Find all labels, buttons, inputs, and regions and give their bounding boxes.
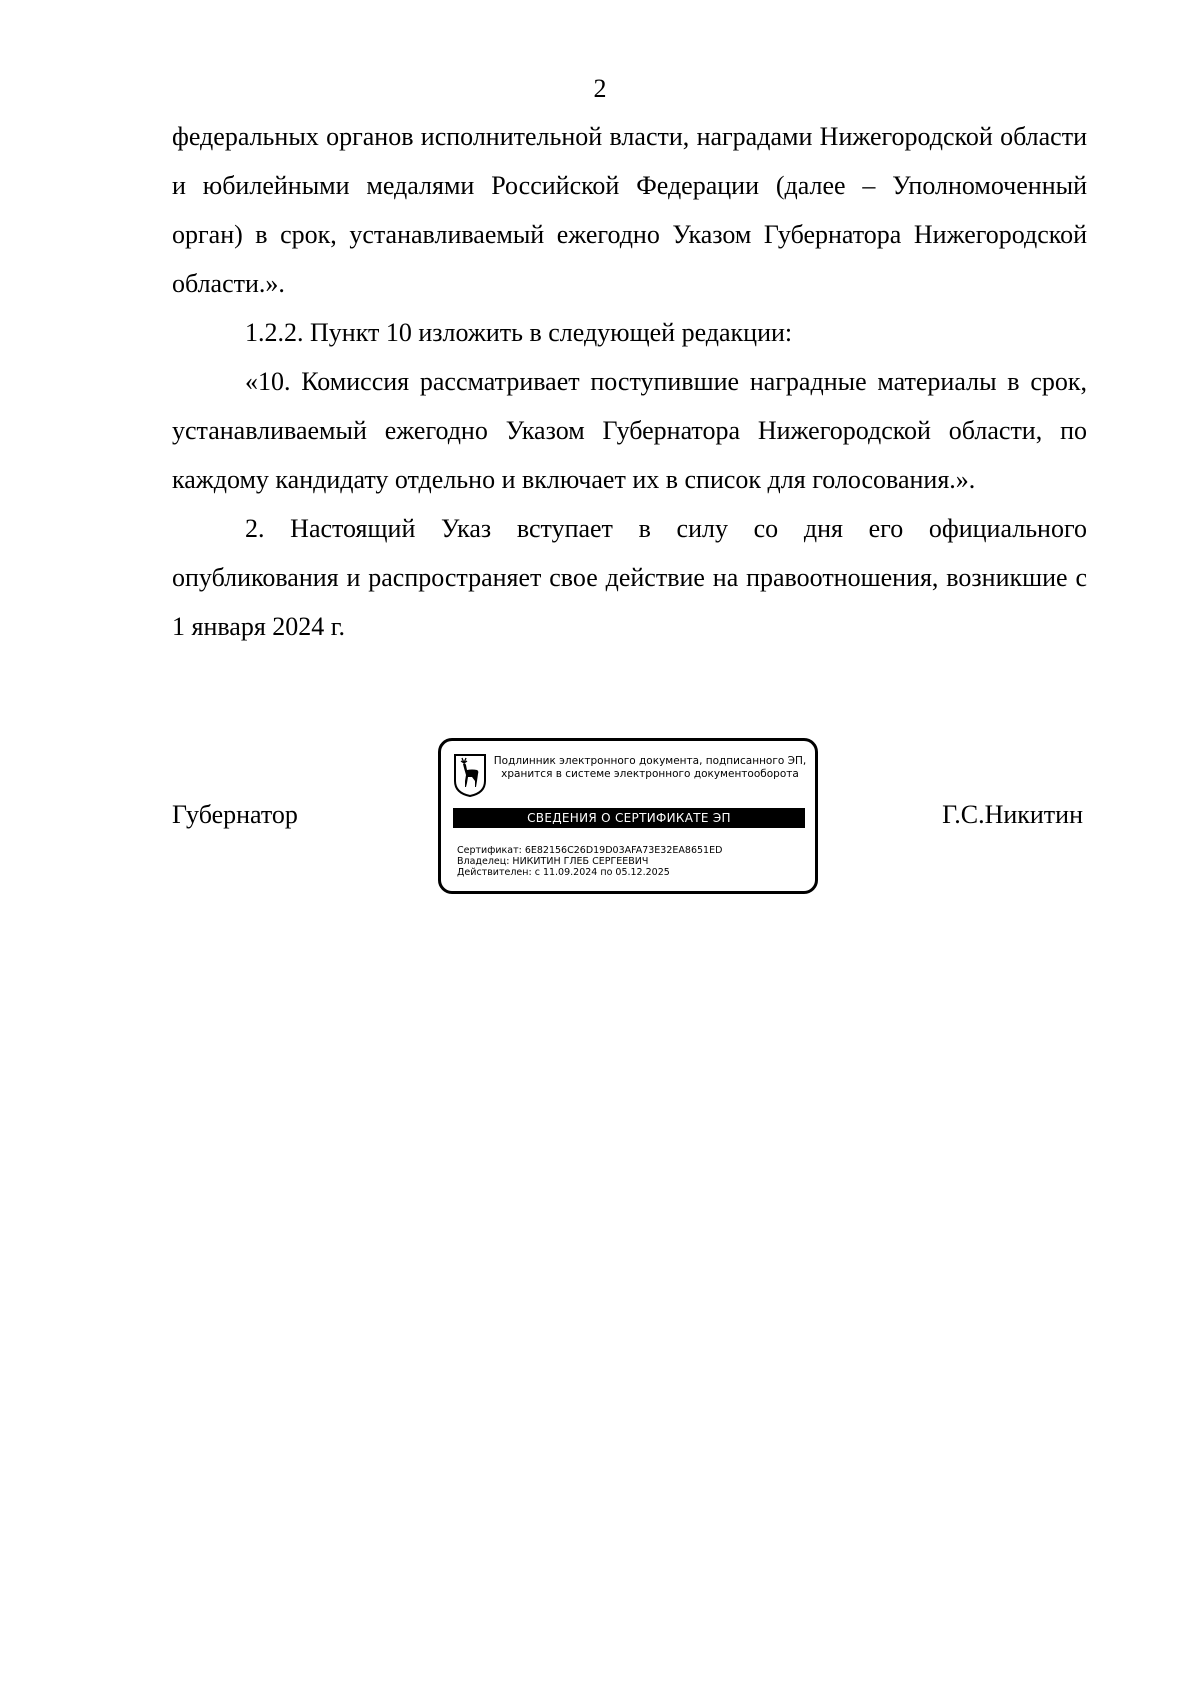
signatory-name: Г.С.Никитин: [942, 800, 1083, 829]
paragraph-item-10: «10. Комиссия рассматривает поступившие наградные материалы в срок, устанавливаемый ежегодно Указом Губернатора Нижегородской области, по каждому кандидату отдельно и включает их в список для голосования.».: [172, 367, 1087, 494]
page-number: 2: [593, 74, 607, 103]
deer-coat-of-arms-icon: [453, 753, 487, 797]
stamp-certificate-details: [457, 845, 722, 878]
stamp-header-line-2: хранится в системе электронного документооборота: [501, 768, 799, 780]
stamp-header: [491, 755, 809, 781]
paragraph-item-2: 2. Настоящий Указ вступает в силу со дня его официального опубликования и распространяет свое действие на правоотношения, возникшие с 1 января 2024 г.: [172, 514, 1087, 641]
paragraph-continuation: федеральных органов исполнительной власти, наградами Нижегородской области и юбилейными медалями Российской Федерации (далее – Уполномоченный орган) в срок, устанавливаемый ежегодно Указом Губернатора Нижегородской области.».: [172, 122, 1087, 298]
signature-block: [172, 738, 1087, 898]
stamp-certificate-number: Сертификат: 6E82156C26D19D03AFA73E32EA8651ED: [457, 845, 723, 856]
stamp-owner: Владелец: НИКИТИН ГЛЕБ СЕРГЕЕВИЧ: [457, 856, 649, 867]
electronic-signature-stamp: [438, 738, 818, 894]
signatory-title: Губернатор: [172, 800, 298, 829]
stamp-certificate-bar: СВЕДЕНИЯ О СЕРТИФИКАТЕ ЭП: [453, 808, 805, 828]
paragraph-item-1-2-2: 1.2.2. Пункт 10 изложить в следующей редакции:: [245, 318, 793, 347]
stamp-header-line-1: Подлинник электронного документа, подписанного ЭП,: [493, 755, 807, 767]
document-body: [172, 112, 1087, 651]
stamp-validity: Действителен: с 11.09.2024 по 05.12.2025: [457, 867, 670, 878]
